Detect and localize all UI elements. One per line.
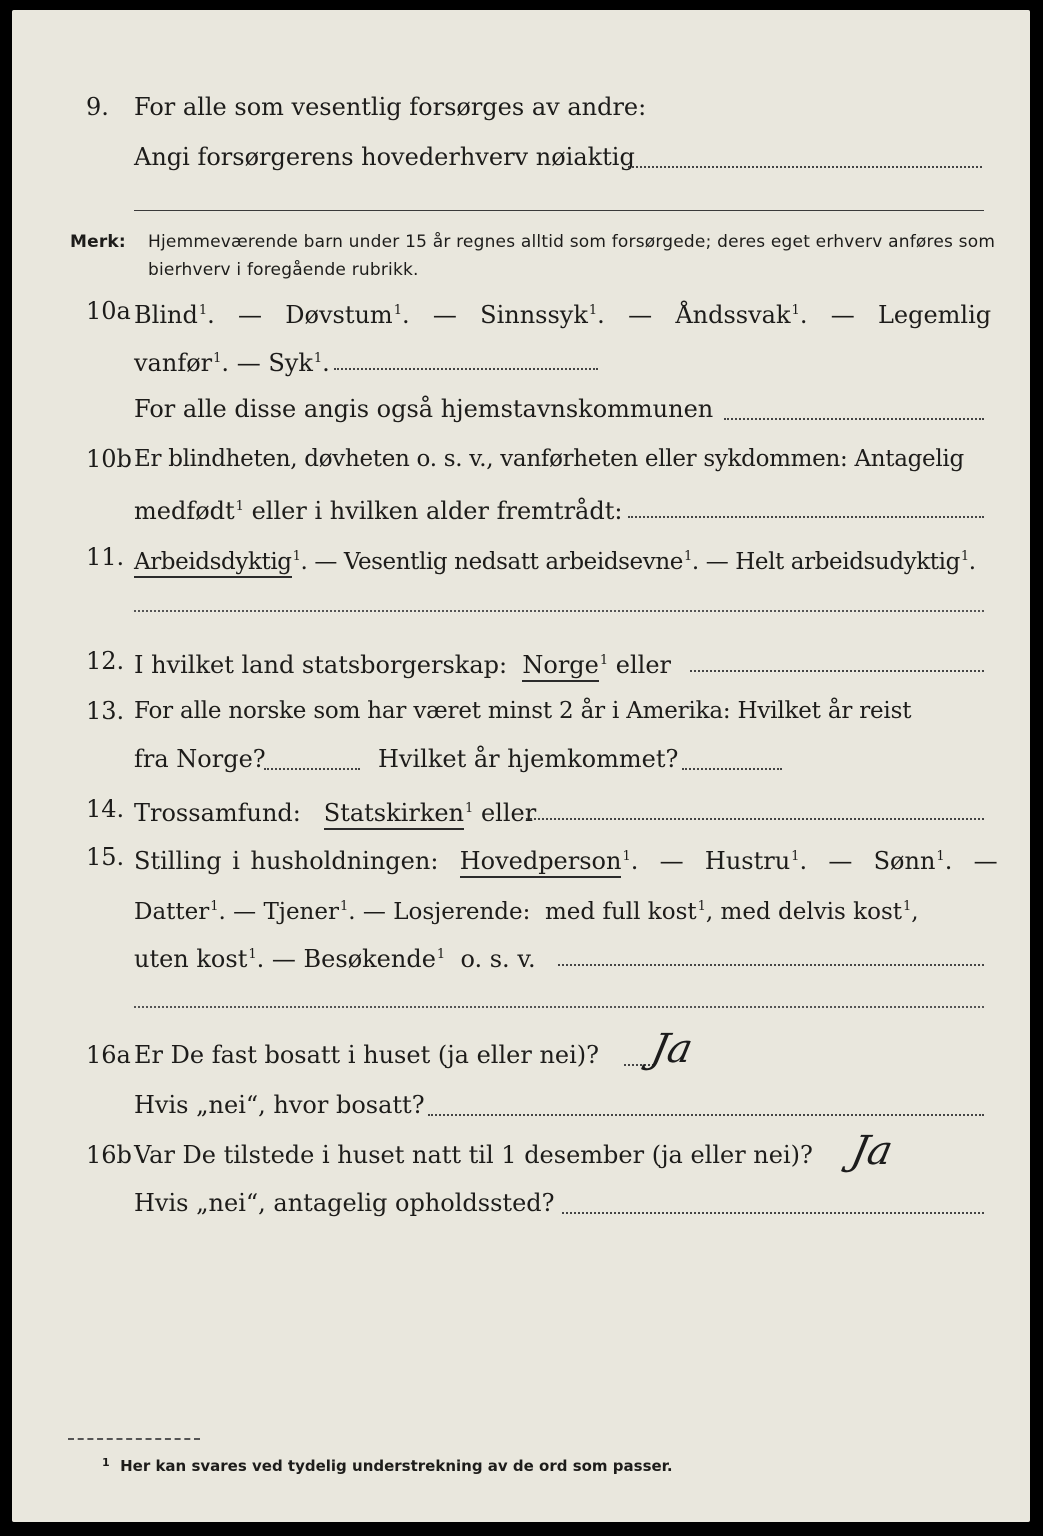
answer-line[interactable] [134, 210, 984, 211]
option[interactable]: eller [480, 799, 537, 827]
option[interactable]: uten kost [134, 945, 248, 973]
question-label: I hvilket land statsborgerskap: [134, 651, 508, 679]
question-number: 11. [86, 543, 125, 571]
answer-field[interactable] [558, 964, 984, 966]
option[interactable]: Åndssvak [675, 301, 791, 329]
handwritten-answer[interactable]: Ja [847, 1128, 897, 1174]
footnote-mark: 1 [292, 549, 301, 564]
separator: — [237, 301, 262, 329]
separator: — [828, 847, 853, 875]
question-number: 13. [86, 697, 125, 725]
option-selected[interactable]: Hovedperson [460, 847, 622, 878]
separator: — [236, 349, 261, 377]
question-text: vanfør$^1$. — Syk$^1$. [134, 349, 330, 377]
question-number: 16b [86, 1141, 132, 1169]
answer-field[interactable] [428, 1114, 984, 1116]
footnote-mark: 1 [599, 653, 609, 668]
option[interactable]: Blind [134, 301, 198, 329]
option[interactable]: medfødt [134, 497, 235, 525]
question-text [134, 492, 622, 526]
question-text: fra Norge? [134, 745, 266, 773]
answer-line[interactable] [134, 610, 984, 612]
answer-field[interactable] [724, 418, 984, 420]
separator: — [271, 945, 296, 973]
question-text-tail: eller i hvilken alder fremtrådt: [251, 497, 623, 525]
footnote-mark: 1 [683, 549, 692, 564]
option-selected[interactable]: Statskirken [324, 799, 464, 830]
answer-field-hjemkommet[interactable] [682, 768, 782, 770]
answer-field-reist[interactable] [264, 768, 360, 770]
footnote-mark: 1 [339, 899, 349, 914]
question-text: Er De fast bosatt i huset (ja eller nei)? [134, 1041, 600, 1069]
question-text [134, 646, 671, 680]
separator: — [432, 301, 457, 329]
census-form-page [12, 10, 1030, 1522]
question-number: 14. [86, 795, 125, 823]
separator: — [628, 301, 653, 329]
footnote [102, 1456, 673, 1475]
question-text: Stilling i husholdningen: Hovedperson$^1$. — Hustru$^1$. — Sønn$^1$. — [134, 842, 998, 876]
footnote-mark: 1 [588, 303, 598, 318]
option[interactable]: Besøkende [303, 945, 436, 973]
question-text: For alle norske som har været minst 2 år i Amerika: Hvilket år reist [134, 698, 912, 724]
option-selected[interactable]: Arbeidsdyktig [134, 549, 292, 578]
handwritten-answer[interactable]: Ja [647, 1026, 697, 1072]
question-text: Er blindheten, døvheten o. s. v., vanførheten eller sykdommen: Antagelig [134, 446, 964, 472]
question-number: 15. [86, 843, 125, 871]
footnote-mark: 1 [622, 849, 631, 864]
answer-field[interactable] [628, 516, 984, 518]
footnote-mark: 1 [248, 947, 257, 962]
footnote-text: Her kan svares ved tydelig understrekning av de ord som passer. [120, 1457, 673, 1475]
question-text [134, 794, 536, 828]
answer-field[interactable] [526, 818, 984, 820]
footnote-mark: 1 [213, 351, 222, 366]
question-label: Stilling i husholdningen: [134, 847, 439, 875]
answer-line[interactable] [134, 1006, 984, 1008]
question-text: Hvis „nei“, hvor bosatt? [134, 1091, 425, 1119]
question-text: uten kost$^1$. — Besøkende$^1$ o. s. v. [134, 945, 536, 973]
option[interactable]: Sinnssyk [480, 301, 588, 329]
footnote-mark: 1 [210, 899, 219, 914]
question-text: Datter$^1$. — Tjener$^1$. — Losjerende: med full kost$^1$, med delvis kost$^1$, [134, 899, 919, 925]
footnote-mark: 1 [697, 899, 706, 914]
question-text: For alle disse angis også hjemstavnskommunen [134, 395, 714, 423]
option[interactable]: Losjerende: [393, 899, 531, 925]
separator: — [705, 549, 729, 575]
option[interactable]: Datter [134, 899, 210, 925]
footnote-mark: 1 [436, 947, 446, 962]
question-number: 12. [86, 647, 125, 675]
answer-field[interactable] [562, 1212, 984, 1214]
answer-field[interactable] [628, 166, 982, 168]
footnote-mark: 1 [465, 801, 474, 816]
footnote-mark: 1 [102, 1456, 110, 1469]
separator: — [362, 899, 386, 925]
option[interactable]: Vesentlig nedsatt arbeidsevne [343, 549, 683, 575]
question-text: Blind$^1$. — Døvstum$^1$. — Sinnssyk$^1$. — Åndssvak$^1$. — Legemlig [134, 301, 992, 329]
question-number: 10b [86, 445, 132, 473]
question-text: Hvilket år hjemkommet? [378, 745, 679, 773]
separator: — [314, 549, 337, 575]
question-text: Angi forsørgerens hovederhverv nøiaktig [134, 143, 635, 171]
question-text: For alle som vesentlig forsørges av andre: [134, 93, 647, 121]
footnote-rule [68, 1438, 200, 1440]
option[interactable]: med delvis kost [720, 899, 902, 925]
option[interactable]: Helt arbeidsudyktig [735, 549, 960, 575]
merk-label: Merk: [70, 232, 126, 252]
question-text: Hvis „nei“, antagelig opholdssted? [134, 1189, 555, 1217]
option[interactable]: Døvstum [285, 301, 393, 329]
question-text: Var De tilstede i huset natt til 1 desember (ja eller nei)? [134, 1141, 813, 1169]
footnote-mark: 1 [313, 351, 323, 366]
footnote-mark: 1 [198, 303, 208, 318]
separator: — [830, 301, 855, 329]
option[interactable]: vanfør [134, 349, 213, 377]
question-text: Arbeidsdyktig$^1$. — Vesentlig nedsatt arbeidsevne$^1$. — Helt arbeidsudyktig$^1$. [134, 542, 976, 577]
footnote-mark: 1 [791, 849, 800, 864]
answer-field[interactable] [690, 670, 984, 672]
option[interactable]: Legemlig [877, 301, 992, 329]
answer-field[interactable] [334, 368, 598, 370]
footnote-mark: 1 [235, 499, 244, 514]
option[interactable]: Tjener [263, 899, 339, 925]
question-number: 9. [86, 93, 109, 121]
question-number: 16a [86, 1041, 131, 1069]
footnote-mark: 1 [791, 303, 800, 318]
question-number: 10a [86, 297, 131, 325]
option[interactable]: Syk [268, 349, 313, 377]
option: o. s. v. [460, 945, 536, 973]
separator: — [659, 847, 684, 875]
option[interactable]: Hustru [704, 847, 791, 875]
option-selected[interactable]: Norge [522, 651, 599, 682]
option[interactable]: eller [615, 651, 672, 679]
separator: — [233, 899, 257, 925]
footnote-mark: 1 [903, 899, 912, 914]
question-label: Trossamfund: [134, 799, 301, 827]
footnote-mark: 1 [393, 303, 402, 318]
merk-text: Hjemmeværende barn under 15 år regnes alltid som forsørgede; deres eget erhverv anføres som bierhverv i foregående rubrikk. [148, 232, 996, 280]
separator: — [973, 847, 998, 875]
option[interactable]: med full kost [545, 899, 697, 925]
option[interactable]: Sønn [873, 847, 936, 875]
footnote-mark: 1 [960, 549, 969, 564]
footnote-mark: 1 [936, 849, 945, 864]
